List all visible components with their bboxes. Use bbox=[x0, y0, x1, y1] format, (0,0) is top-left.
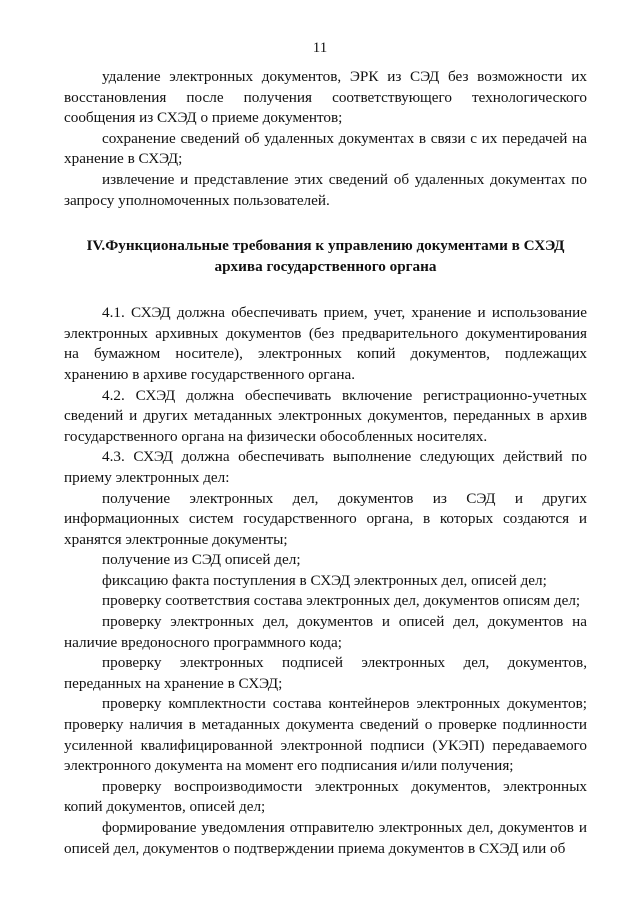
spacer bbox=[64, 211, 587, 235]
list-item-check-composition: проверку соответствия состава электронных дел, документов описям дел; bbox=[102, 592, 581, 610]
list-item-record-receipt: фиксацию факта поступления в СХЭД электронных дел, описей дел; bbox=[102, 571, 547, 589]
section-heading-line-2: архива государственного органа bbox=[214, 258, 437, 276]
paragraph-4-2: 4.2. СХЭД должна обеспечивать включение регистрационно-учетных сведений и других метаданных электронных документов, переданных в архив государственного органа на физически обособленных носителях. bbox=[64, 386, 587, 445]
section-heading-line-1: IV.Функциональные требования к управлению документами в СХЭД bbox=[86, 237, 565, 255]
list-item-check-reproducibility: проверку воспроизводимости электронных документов, электронных копий документов, описей дел; bbox=[64, 777, 587, 816]
paragraph-save-deleted-info: сохранение сведений об удаленных документах в связи с их передачей на хранение в СХЭД; bbox=[64, 129, 587, 168]
paragraph-4-3: 4.3. СХЭД должна обеспечивать выполнение следующих действий по приему электронных дел: bbox=[64, 448, 587, 486]
section-heading bbox=[64, 235, 587, 277]
page-body bbox=[64, 67, 587, 859]
list-item-check-malware: проверку электронных дел, документов и описей дел, документов на наличие вредоносного программного кода; bbox=[64, 613, 587, 651]
list-item-check-signatures: проверку электронных подписей электронных дел, документов, переданных на хранение в СХЭД; bbox=[64, 654, 587, 692]
list-item-notify-sender: формирование уведомления отправителю электронных дел, документов и описей дел, документов о подтверждении приема документов в СХЭД или об bbox=[64, 819, 587, 857]
list-item-receive-files: получение электронных дел, документов из СЭД и других информационных систем государственного органа, в которых создаются и хранятся электронные документы; bbox=[64, 489, 587, 548]
paragraph-delete-documents: удаление электронных документов, ЭРК из СЭД без возможности их восстановления после получения соответствующего технологического сообщения из СХЭД о приеме документов; bbox=[64, 68, 587, 127]
list-item-check-containers: проверку комплектности состава контейнеров электронных документов; проверку наличия в метаданных документа сведений о проверке подлинности усиленной квалифицированной электронной подписи (УКЭП) передаваемого электронного документа на момент его подписания и/или получения; bbox=[64, 695, 587, 775]
spacer bbox=[64, 277, 587, 303]
list-item-receive-inventories: получение из СЭД описей дел; bbox=[102, 551, 301, 569]
page-number: 11 bbox=[312, 40, 328, 56]
paragraph-4-1: 4.1. СХЭД должна обеспечивать прием, учет, хранение и использование электронных архивных документов (без предварительного документирования на бумажном носителе), электронных копий документов, подлежащих хранению в архиве государственного органа. bbox=[64, 304, 587, 383]
paragraph-extract-deleted-info: извлечение и представление этих сведений об удаленных документах по запросу уполномоченных пользователей. bbox=[64, 170, 587, 209]
